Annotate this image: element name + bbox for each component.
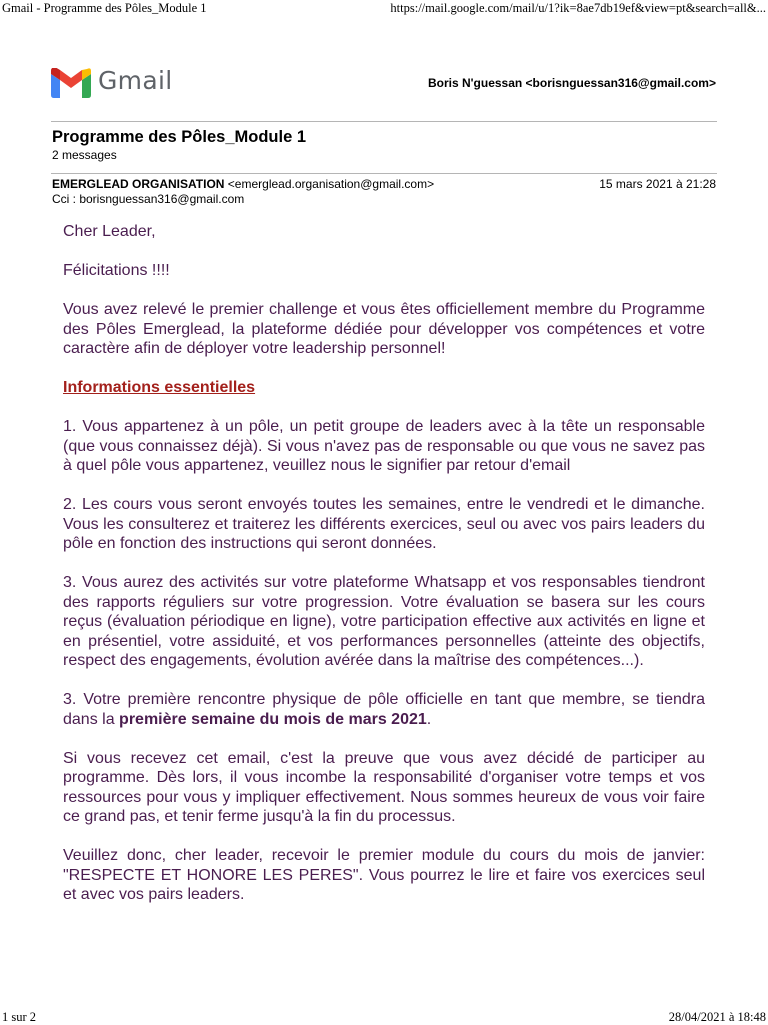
gmail-icon: [51, 68, 91, 98]
message-date: 15 mars 2021 à 21:28: [599, 177, 716, 191]
info-item-2: 2. Les cours vous seront envoyés toutes les semaines, entre le vendredi et le dimanche. Vous les consulterez et traiterez les différents exercices, seul ou avec vos pairs leaders du pôle en fonction des instructions qui seront données.: [63, 496, 705, 552]
gmail-logo-text: Gmail: [98, 66, 173, 95]
divider: [51, 121, 717, 122]
print-footer: [0, 1008, 768, 1024]
sender: [52, 177, 434, 191]
print-header-title: Gmail - Programme des Pôles_Module 1: [2, 1, 207, 15]
info-item-3: 3. Vous aurez des activités sur votre plateforme Whatsapp et vos responsables tiendront des rapports réguliers sur votre progression. Votre évaluation se basera sur les cours reçus (évaluation périodique en ligne), votre participation effective aux activités en ligne et en présentiel, votre assiduité, et vos performances personnelles (atteinte des objectifs, respect des engagements, évolution avérée dans la maîtrise des compétences...).: [63, 574, 705, 669]
divider: [51, 173, 717, 174]
sender-email: <emerglead.organisation@gmail.com>: [227, 177, 435, 191]
greeting: Cher Leader,: [63, 223, 156, 240]
congratulations: Félicitations !!!!: [63, 262, 170, 279]
thread-subject: Programme des Pôles_Module 1: [52, 128, 307, 146]
account-label: Boris N'guessan <borisnguessan316@gmail.com>: [428, 76, 716, 90]
intro-paragraph: Vous avez relevé le premier challenge et vous êtes officiellement membre du Programme des Pôles Emerglead, la plateforme dédiée pour développer vos compétences et votre caractère afin de déployer votre leadership personnel!: [63, 301, 705, 357]
info-item-4-end: .: [426, 710, 432, 728]
info-item-4-text: 3. Votre première rencontre physique de pôle officielle en tant que membre, se tiendra dans la: [63, 691, 705, 728]
sender-name: EMERGLEAD ORGANISATION: [52, 177, 225, 191]
bcc-line: Cci : borisnguessan316@gmail.com: [52, 192, 245, 206]
info-item-4: [63, 690, 705, 729]
gmail-logo: [51, 66, 171, 100]
section-heading: [63, 378, 705, 398]
info-item-1: 1. Vous appartenez à un pôle, un petit groupe de leaders avec à la tête un responsable (que vous connaissez déjà). Si vous n'avez pas de responsable ou que vous ne savez pas à quel pôle vous appartenez, veuillez nous le signifier par retour d'email: [63, 418, 705, 474]
message-body: [63, 222, 705, 924]
commitment-paragraph: Si vous recevez cet email, c'est la preuve que vous avez décidé de participer au programme. Dès lors, il vous incombe la responsabilité d'organiser votre temps et vos ressources pour vous y impliquer effectivement. Nous sommes heureux de vous voir faire ce grand pas, et tenir ferme jusqu'à la fin du processus.: [63, 749, 705, 825]
print-timestamp: 28/04/2021 à 18:48: [668, 1010, 766, 1024]
message-count: 2 messages: [52, 148, 117, 162]
section-title: Informations essentielles: [63, 379, 256, 396]
module-paragraph: Veuillez donc, cher leader, recevoir le premier module du cours du mois de janvier: "RESPECTE ET HONORE LES PERES". Vous pourrez le lire et faire vos exercices seul et avec vos pairs leaders.: [63, 847, 705, 903]
info-item-4-highlight: première semaine du mois de mars 2021: [119, 710, 427, 728]
print-header: [0, 0, 768, 16]
page-number: 1 sur 2: [2, 1010, 37, 1024]
print-header-url: https://mail.google.com/mail/u/1?ik=8ae7db19ef&view=pt&search=all&...: [390, 1, 766, 15]
